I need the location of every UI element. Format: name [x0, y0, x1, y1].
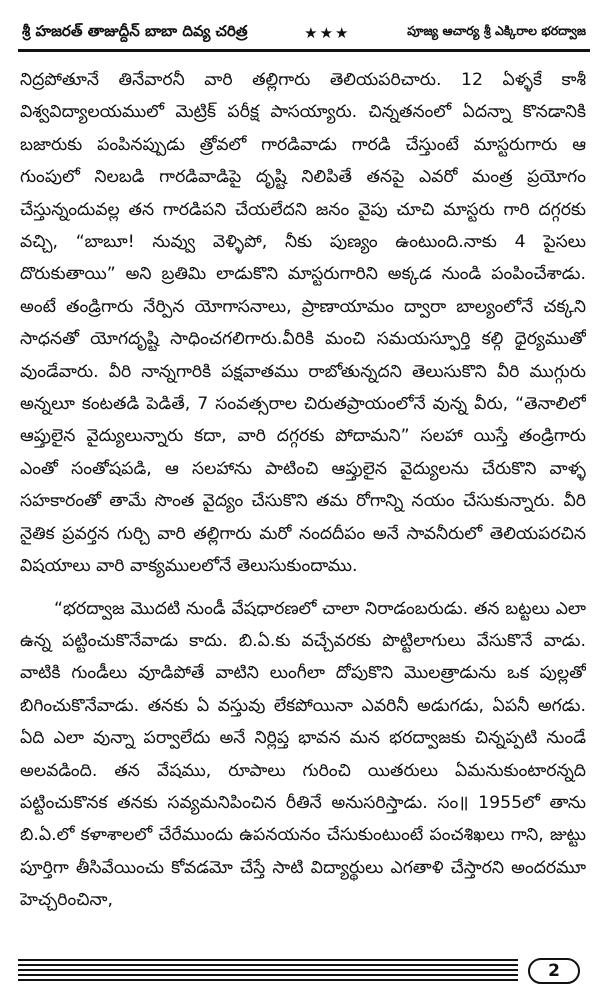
- page-number: 2: [528, 958, 580, 984]
- star-separator-icon: ★★★: [304, 23, 351, 42]
- author-name: పూజ్య ఆచార్య శ్రీ ఎక్కిరాల భరద్వాజ: [407, 23, 586, 38]
- book-title: శ్రీ హజరత్ తాజుద్దీన్ బాబా దివ్య చరిత్ర: [22, 21, 248, 40]
- page-footer: [18, 948, 590, 988]
- footer-rule-lines: [18, 956, 518, 982]
- paragraph-2: “భరద్వాజ మొదటి నుండీ వేషధారణలో చాలా నిరాడంబరుడు. తన బట్టలు ఎలా ఉన్న పట్టించుకొనేవాడు కాదు. బి.ఏ.కు వచ్చేవరకు పొట్టిలాగులు వేసుకొనే వాడు. వాటికి గుండీలు వూడిపోతే వాటిని లుంగీలా దోపుకొని మొలత్రాడును ఒక పుల్లతో బిగించుకొనేవాడు. తనకు ఏ వస్తువు లేకపోయినా ఎవరినీ అడుగడు, ఏపనీ అగడు. ఏది ఎలా వున్నా పర్వాలేదు అనే నిర్లిప్త భావన మన భరద్వాజకు చిన్నప్పటి నుండే అలవడింది. తన వేషము, రూపాలు గురించి యితరులు ఏమనుకుంటారన్నది పట్టించుకొనక తనకు సవ్యమనిపించిన రీతినే అనుసరిస్తాడు. సం॥ 1955లో తాను బి.ఏ.లో కళాశాలలో చేరేముందు ఉపనయనం చేసుకుంటుంటే పంచశిఖలు గాని, జుట్టు పూర్తిగా తీసివేయించు కోవడమో చేస్తే సాటి విద్యార్థులు ఎగతాళి చేస్తారని అందరమూ హెచ్చరించినా,: [20, 598, 586, 911]
- paragraph-1: నిద్రపోతూనే తినేవారనీ వారి తల్లిగారు తెలియపరిచారు. 12 ఏళ్ళకే కాశీ విశ్వవిద్యాలయములో మెట్రిక్ పరీక్ష పాసయ్యారు. చిన్నతనంలో ఏదన్నా కొనడానికి బజారుకు పంపినప్పుడు త్రోవలో గారడివాడు గారడి చేస్తుంటే మాస్టరుగారు ఆ గుంపులో నిలబడి గారడివాడిపై దృష్టి నిలిపితే తనపై ఎవరో మంత్ర ప్రయోగం చేస్తున్నందువల్ల తన గారడిపని చేయలేదని జనం వైపు చూచి మాస్టరు గారి దగ్గరకు వచ్చి, “బాబూ! నువ్వు వెళ్ళిపో, నీకు పుణ్యం ఉంటుంది.నాకు 4 పైసలు దొరుకుతాయి” అని బ్రతిమి లాడుకొని మాస్టరుగారిని అక్కడ నుండి పంపించేశాడు. అంటే తండ్రిగారు నేర్పిన యోగాసనాలు, ప్రాణాయామం ద్వారా బాల్యంలోనే చక్కని సాధనతో యోగదృష్టి సాధించగలిగారు.వీరికి మంచి సమయస్ఫూర్తి కల్గి ధైర్యముతో వుండేవారు. వీరి నాన్నగారికి పక్షవాతము రాబోతున్నదని తెలుసుకొని వీరి ముగ్గురు అన్నలూ కంటతడి పెడితే, 7 సంవత్సరాల చిరుతప్రాయంలోనే వున్న వీరు, “తెనాలిలో ఆప్తులైన వైద్యులున్నారు కదా, వారి దగ్గరకు పోదామని” సలహా యిస్తే తండ్రిగారు ఎంతో సంతోషపడి, ఆ సలహాను పాటించి ఆప్తులైన వైద్యులను చేరుకొని వాళ్ళ సహకారంతో తామే సొంత వైద్యం చేసుకొని తమ రోగాన్ని నయం చేసుకున్నారు. వీరి నైతిక ప్రవర్తన గుర్చి వారి తల్లిగారు మరో నందదీపం అనే సావనీరులో తెలియపరచిన విషయాలు వారి వాక్యములలోనే తెలుసుకుందాము.: [20, 70, 586, 577]
- page-header: [18, 16, 590, 52]
- page-body: [20, 64, 586, 944]
